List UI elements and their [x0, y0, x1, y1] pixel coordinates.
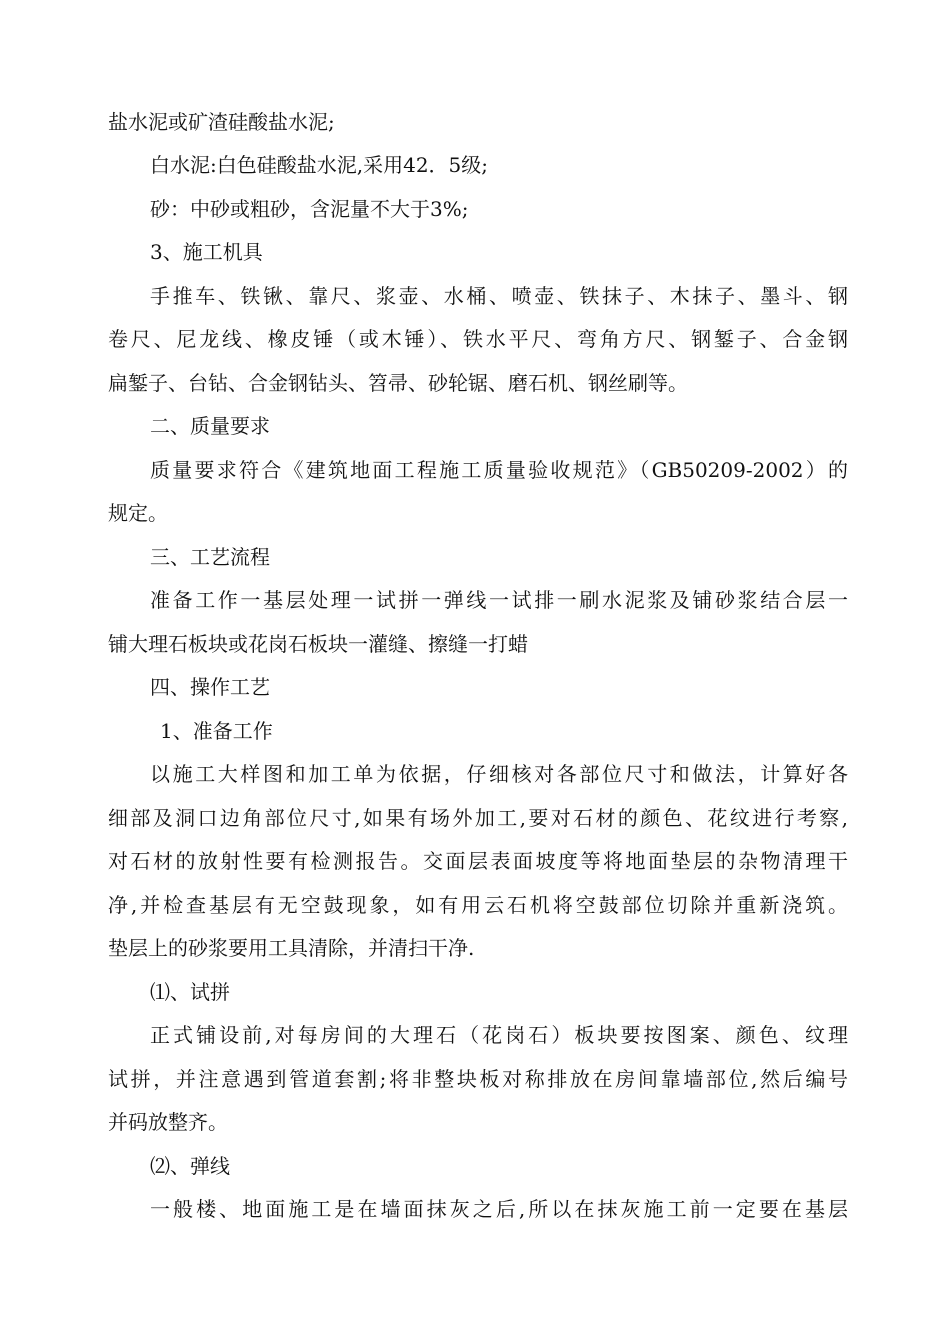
text-line: 卷尺、尼龙线、橡皮锤（或木锤）、铁水平尺、弯角方尺、钢錾子、合金钢 [108, 327, 848, 351]
text-line: 铺大理石板块或花岗石板块一灌缝、擦缝一打蜡 [108, 632, 528, 656]
text-line: 对石材的放射性要有检测报告。交面层表面坡度等将地面垫层的杂物清理干 [108, 849, 848, 873]
text-line: 细部及洞口边角部位尺寸,如果有场外加工,要对石材的颜色、花纹进行考察, [108, 806, 848, 830]
text-line: 质量要求符合《建筑地面工程施工质量验收规范》（GB50209-2002）的 [150, 458, 848, 482]
text-line: 准备工作一基层处理一试拼一弹线一试排一刷水泥浆及铺砂浆结合层一 [150, 588, 848, 612]
text-line: 正式铺设前,对每房间的大理石（花岗石）板块要按图案、颜色、纹理 [150, 1023, 848, 1047]
text-line: 净,并检查基层有无空鼓现象，如有用云石机将空鼓部位切除并重新浇筑。 [108, 893, 848, 917]
subsection-heading: ⑴、试拼 [150, 980, 230, 1004]
text-line: 规定。 [108, 501, 168, 525]
text-line: 砂：中砂或粗砂，含泥量不大于3%; [150, 197, 469, 221]
subsection-heading: 1、准备工作 [160, 719, 273, 743]
text-line: 手推车、铁锹、靠尺、浆壶、水桶、喷壶、铁抹子、木抹子、墨斗、钢 [150, 284, 848, 308]
section-heading: 3、施工机具 [150, 240, 263, 264]
text-line: 以施工大样图和加工单为依据，仔细核对各部位尺寸和做法，计算好各 [150, 762, 848, 786]
text-line: 并码放整齐。 [108, 1110, 228, 1134]
text-line: 垫层上的砂浆要用工具清除，并清扫干净. [108, 936, 475, 960]
text-line: 白水泥:白色硅酸盐水泥,采用42．5级; [150, 153, 489, 177]
section-heading: 四、操作工艺 [150, 675, 270, 699]
text-line: 扁錾子、台钻、合金钢钻头、笤帚、砂轮锯、磨石机、钢丝刷等。 [108, 371, 688, 395]
text-line: 试拼，并注意遇到管道套割;将非整块板对称排放在房间靠墙部位,然后编号 [108, 1067, 848, 1091]
text-line: 一般楼、地面施工是在墙面抹灰之后,所以在抹灰施工前一定要在基层 [150, 1197, 848, 1221]
section-heading: 三、工艺流程 [150, 545, 270, 569]
text-line: 盐水泥或矿渣硅酸盐水泥; [108, 110, 335, 134]
subsection-heading: ⑵、弹线 [150, 1154, 230, 1178]
section-heading: 二、质量要求 [150, 414, 270, 438]
